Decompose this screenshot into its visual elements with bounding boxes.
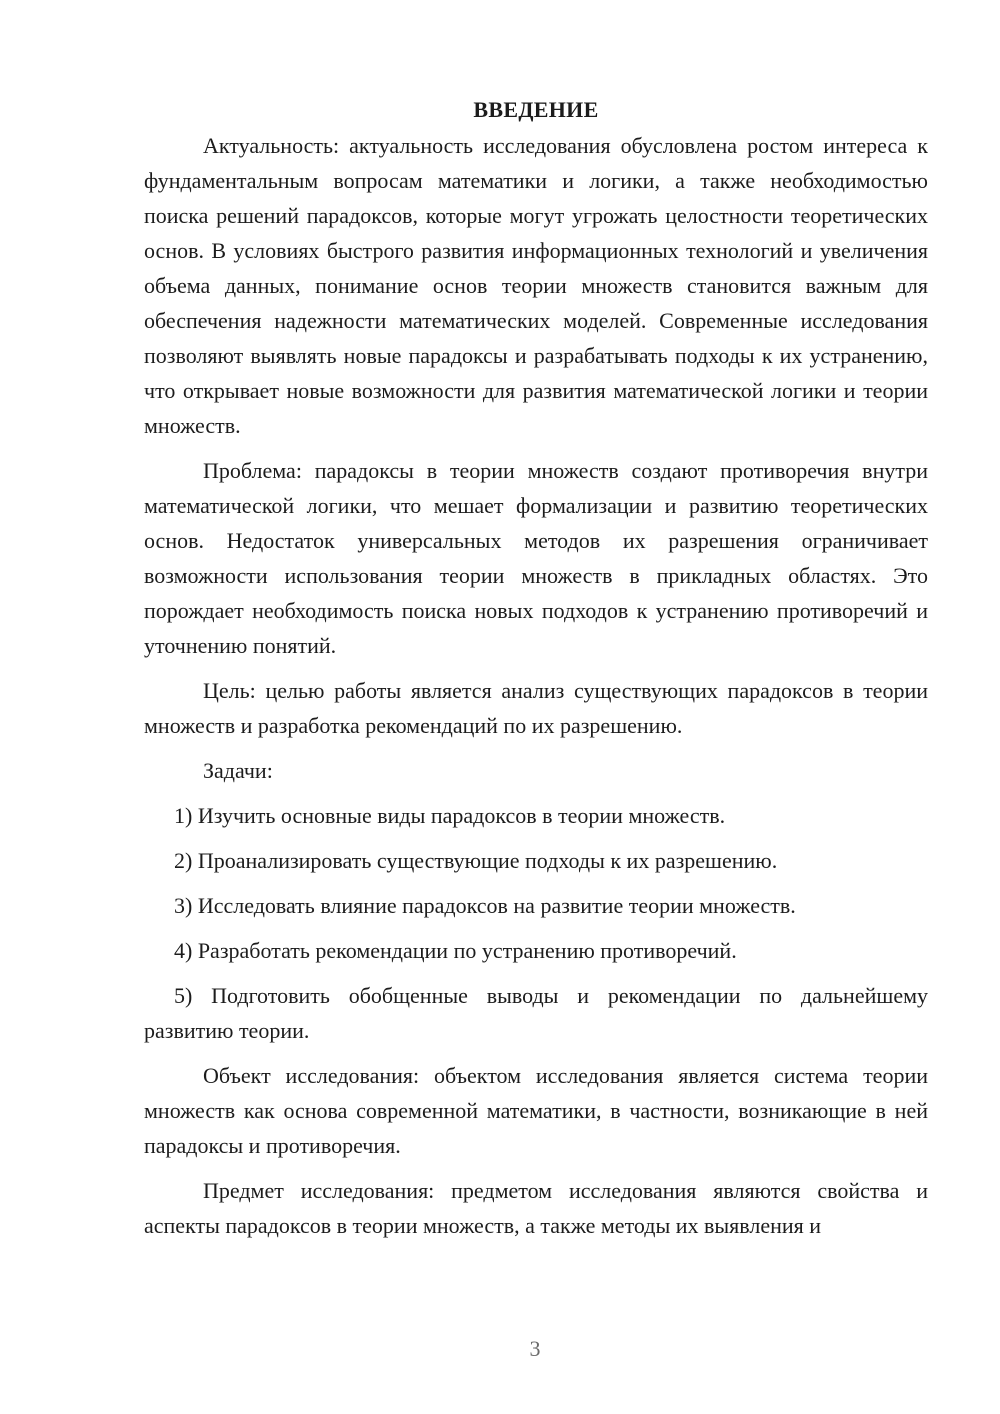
task-item: 3) Исследовать влияние парадоксов на развитие теории множеств. (174, 893, 796, 918)
page-number: 3 (529, 1336, 541, 1361)
paragraph-goal: Цель: целью работы является анализ существующих парадоксов в теории множеств и разработка рекомендаций по их разрешению. (144, 678, 928, 738)
paragraph-subject: Предмет исследования: предметом исследования являются свойства и аспекты парадоксов в теории множеств, а также методы их выявления и (144, 1178, 928, 1238)
paragraph-object: Объект исследования: объектом исследования является система теории множеств как основа современной математики, в частности, возникающие в ней парадоксы и противоречия. (144, 1063, 928, 1158)
task-item: 1) Изучить основные виды парадоксов в теории множеств. (174, 803, 726, 828)
paragraph-problem: Проблема: парадоксы в теории множеств создают противоречия внутри математической логики, что мешает формализации и развитию теоретических основ. Недостаток универсальных методов их разрешения ограничивает возможности использования теории множеств в прикладных областях. Это порождает необходимость поиска новых подходов к устранению противоречий и уточнению понятий. (144, 458, 928, 658)
task-item: 4) Разработать рекомендации по устранению противоречий. (174, 938, 737, 963)
document-page (144, 92, 928, 1253)
section-title: ВВЕДЕНИЕ (473, 97, 599, 122)
paragraph-relevance: Актуальность: актуальность исследования обусловлена ростом интереса к фундаментальным вопросам математики и логики, а также необходимостью поиска решений парадоксов, которые могут угрожать целостности теоретических основ. В условиях быстрого развития информационных технологий и увеличения объема данных, понимание основ теории множеств становится важным для обеспечения надежности математических моделей. Современные исследования позволяют выявлять новые парадоксы и разрабатывать подходы к их устранению, что открывает новые возможности для развития математической логики и теории множеств. (144, 133, 928, 438)
task-item: 5) Подготовить обобщенные выводы и рекомендации по дальнейшему развитию теории. (144, 983, 928, 1043)
task-item: 2) Проанализировать существующие подходы к их разрешению. (174, 848, 778, 873)
tasks-heading: Задачи: (203, 758, 273, 783)
